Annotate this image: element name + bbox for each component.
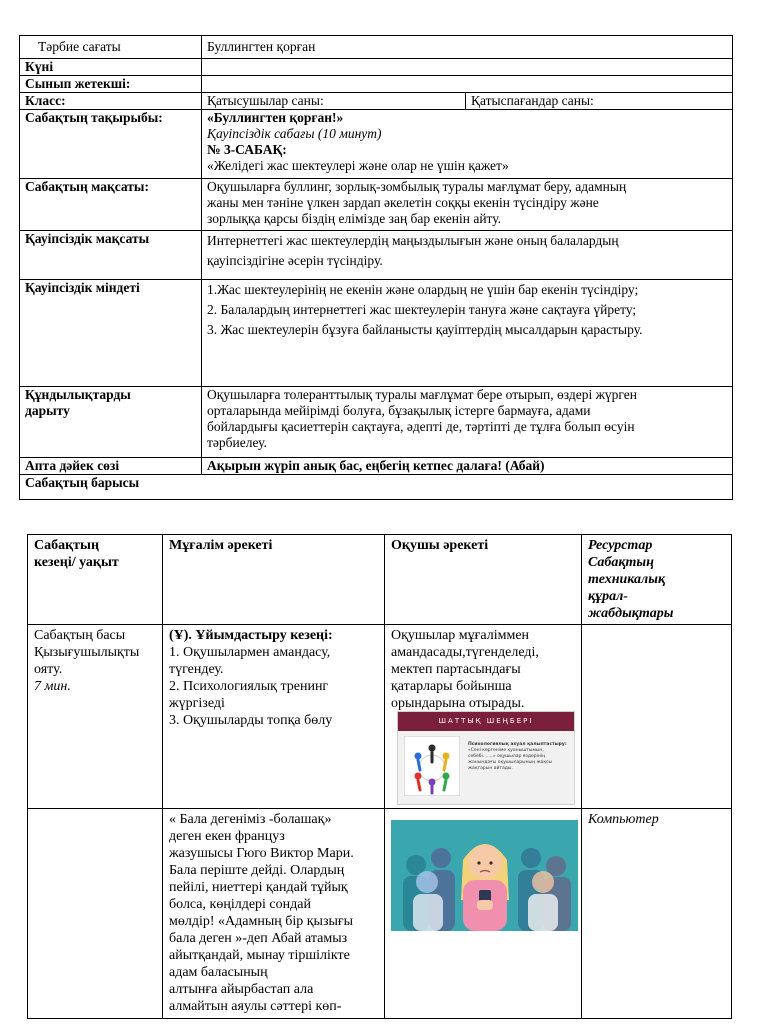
col-teacher-header: Мұғалім әрекеті bbox=[163, 535, 385, 625]
safety-goal-line: Интернеттегі жас шектеулердің маңыздылығын және оның балалардың bbox=[207, 233, 619, 248]
row2-stage bbox=[28, 809, 163, 1019]
row1-stage-line: ояту. bbox=[34, 662, 63, 677]
row2-teacher-line: « Бала дегеніміз -болашақ» bbox=[169, 812, 332, 827]
bullying-illustration bbox=[391, 820, 578, 931]
goal-line: зорлыққа қарсы біздің елімізде заң бар екенін айту. bbox=[207, 211, 502, 226]
motto-label: Апта дәйек сөзі bbox=[20, 458, 202, 475]
row1-stage-line: Қызығушылықты bbox=[34, 645, 140, 660]
values-line: тәрбиелеу. bbox=[207, 435, 267, 450]
safety-goal-label: Қауіпсіздік мақсаты bbox=[20, 231, 202, 280]
day-label: Күні bbox=[20, 59, 202, 76]
row2-teacher-line: айытқандай, мынау тіршілікте bbox=[169, 948, 350, 963]
goal-label: Сабақтың мақсаты: bbox=[20, 179, 202, 231]
values-label-line: Құндылықтарды bbox=[25, 387, 131, 402]
row2-teacher-line: пейілі, ниеттері қандай тұйық bbox=[169, 880, 348, 895]
row1-resources bbox=[582, 625, 732, 809]
children-circle-icon bbox=[404, 736, 460, 796]
subject-label-cell bbox=[20, 36, 202, 59]
col-resources-line: жабдықтары bbox=[588, 606, 674, 621]
values-line: орталарында мейірімді болуға, бұзақылық істерге бармауға, адами bbox=[207, 403, 591, 418]
safety-task-line: 1.Жас шектеулерінің не екенін және олардың не үшін бар екенін түсіндіру; bbox=[207, 282, 639, 297]
values-line: бойлардығы қасиеттерін сақтауға, әдепті де, тәртіпті де тұлға болып өсуін bbox=[207, 419, 635, 434]
row2-teacher-line: алтынға айырбастап ала bbox=[169, 982, 314, 997]
row2-resource: Компьютер bbox=[582, 809, 732, 1019]
subject-value: Буллингтен қорған bbox=[207, 39, 316, 54]
row2-teacher-line: деген екен француз bbox=[169, 829, 285, 844]
row1-teacher-line: жүргізеді bbox=[169, 696, 225, 711]
col-stage-header bbox=[28, 535, 163, 625]
row1-teacher bbox=[163, 625, 385, 809]
subject-value-cell bbox=[202, 36, 733, 59]
row1-teacher-line: 2. Психологиялық тренинг bbox=[169, 679, 329, 694]
col-student-header: Оқушы әрекеті bbox=[385, 535, 582, 625]
row2-teacher-line: жазушысы Гюго Виктор Мари. bbox=[169, 846, 354, 861]
safety-task-cell bbox=[202, 280, 733, 387]
class-teacher-value bbox=[202, 76, 733, 93]
motto-value: Ақырын жүріп анық бас, еңбегің кетпес далаға! (Абай) bbox=[202, 458, 733, 475]
goal-line: жаны мен тәніне үлкен зардап әкелетін соққы екенін түсіндіру және bbox=[207, 195, 599, 210]
safety-goal-line: қауіпсіздігіне әсерін түсіндіру. bbox=[207, 253, 383, 268]
topic-desc: «Желідегі жас шектеулері және олар не үшін қажет» bbox=[207, 158, 509, 173]
absent-label: Қатыспағандар саны: bbox=[466, 93, 733, 110]
slide-banner: ШАТТЫҚ ШЕҢБЕРІ bbox=[398, 712, 574, 731]
row2-teacher-line: бала деген »-деп Абай атамыз bbox=[169, 931, 348, 946]
safety-task-label: Қауіпсіздік міндеті bbox=[20, 280, 202, 387]
class-teacher-label: Сынып жетекші: bbox=[20, 76, 202, 93]
joy-circle-slide bbox=[397, 711, 575, 805]
row1-teacher-line: 1. Оқушылармен амандасу, bbox=[169, 645, 331, 660]
col-stage-line: кезеңі/ уақыт bbox=[34, 555, 119, 570]
row1-student-line: орындарына отырады. bbox=[391, 696, 525, 711]
bullying-scene-image bbox=[391, 820, 578, 931]
col-resources-line: Ресурстар bbox=[588, 538, 653, 553]
row2-teacher-line: алмайтын аяулы сәттері көп- bbox=[169, 999, 342, 1014]
safety-goal-cell bbox=[202, 231, 733, 280]
col-stage-line: Сабақтың bbox=[34, 538, 100, 553]
row2-teacher-line: Бала періште дейді. Олардың bbox=[169, 863, 345, 878]
row2-teacher-line: адам баласының bbox=[169, 965, 268, 980]
row2-teacher-line: мөлдір! «Адамның бір қызығы bbox=[169, 914, 354, 929]
attended-label: Қатысушылар саны: bbox=[202, 93, 466, 110]
values-label bbox=[20, 387, 202, 458]
topic-lesson: № 3-САБАҚ: bbox=[207, 142, 287, 157]
col-resources-line: техникалық bbox=[588, 572, 666, 587]
row1-teacher-title: (Ұ). Ұйымдастыру кезеңі: bbox=[169, 628, 333, 643]
row2-teacher-line: болса, көңілдері сондай bbox=[169, 897, 311, 912]
topic-label: Сабақтың тақырыбы: bbox=[20, 110, 202, 179]
subject-label: Тәрбие сағаты bbox=[38, 39, 121, 54]
col-resources-line: құрал- bbox=[588, 589, 628, 604]
slide-caption-title: Психологиялық ахуал қалыптастыру: bbox=[468, 742, 567, 747]
topic-sub: Қауіпсіздік сабағы (10 минут) bbox=[207, 126, 382, 141]
safety-task-line: 3. Жас шектеулерін бұзуға байланысты қауіптердің мысалдарын қарастыру. bbox=[207, 322, 643, 337]
row1-student-line: амандасады,түгенделеді, bbox=[391, 645, 539, 660]
goal-cell bbox=[202, 179, 733, 231]
class-label: Класс: bbox=[20, 93, 202, 110]
col-resources-line: Сабақтың bbox=[588, 555, 654, 570]
row1-student-line: мектеп партасындағы bbox=[391, 662, 521, 677]
values-cell bbox=[202, 387, 733, 458]
row1-stage-line: Сабақтың басы bbox=[34, 628, 126, 643]
flow-label: Сабақтың барысы bbox=[20, 475, 733, 500]
row1-student-line: Оқушылар мұғаліммен bbox=[391, 628, 530, 643]
goal-line: Оқушыларға буллинг, зорлық-зомбылық туралы мағлұмат беру, адамның bbox=[207, 179, 627, 194]
safety-task-line: 2. Балалардың интернеттегі жас шектеулерін тануға және сақтауға үйрету; bbox=[207, 302, 637, 317]
row1-teacher-line: түгендеу. bbox=[169, 662, 224, 677]
topic-title: «Буллингтен қорған!» bbox=[207, 110, 344, 125]
values-label-line: дарыту bbox=[25, 403, 70, 418]
values-line: Оқушыларға толеранттылық туралы мағлұмат бере отырып, өздері жүрген bbox=[207, 387, 637, 402]
topic-cell bbox=[202, 110, 733, 179]
lesson-plan-table bbox=[27, 534, 732, 1019]
row2-teacher bbox=[163, 809, 385, 1019]
slide-caption bbox=[468, 742, 568, 772]
row1-student-line: қатарлары бойынша bbox=[391, 679, 512, 694]
day-value bbox=[202, 59, 733, 76]
slide-caption-body: «Сені көргеніме қуаныштымын, себебі.......» оқушылар өздерінің жанындағы оқушыларының жақсы жақтарын айтады. bbox=[468, 748, 553, 771]
col-resources-header bbox=[582, 535, 732, 625]
row1-stage bbox=[28, 625, 163, 809]
row1-teacher-line: 3. Оқушыларды топқа бөлу bbox=[169, 713, 333, 728]
lesson-header-table bbox=[19, 35, 733, 500]
row1-time: 7 мин. bbox=[34, 679, 71, 694]
